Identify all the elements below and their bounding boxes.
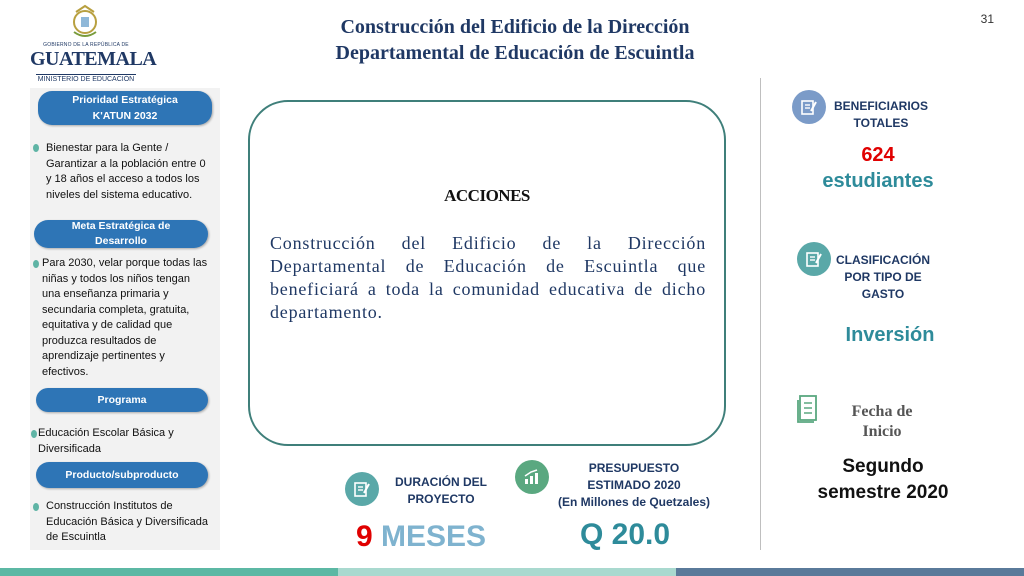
clasificacion-label (828, 252, 938, 303)
duracion-number: 9 (356, 520, 373, 553)
producto-pill (36, 462, 208, 488)
programa-text: Educación Escolar Básica y Diversificada (38, 427, 174, 455)
producto-label: Producto/subproducto (65, 469, 179, 481)
presupuesto-value: Q 20.0 (579, 518, 671, 551)
footer-bar (0, 568, 1024, 576)
meta-label-2: Desarrollo (95, 235, 147, 247)
presupuesto-label-2: ESTIMADO 2020 (587, 478, 681, 492)
logo-country: GUATEMALA (30, 48, 157, 70)
edit-icon (345, 472, 379, 506)
beneficiarios-number: 624 (861, 144, 895, 166)
presupuesto-label-3: (En Millones de Quetzales) (557, 495, 711, 509)
clasificacion-label-3: GASTO (861, 287, 905, 301)
fecha-label (830, 402, 934, 442)
prioridad-text: Bienestar para la Gente / Garantizar a la población entre 0 y 18 años el acceso a todos los niveles del sistema educativo. (46, 142, 206, 201)
duracion-label (385, 474, 497, 508)
slide-number: 31 (980, 12, 994, 26)
acciones-title: ACCIONES (444, 186, 530, 205)
divider (760, 78, 761, 550)
duracion-label-2: PROYECTO (407, 492, 475, 506)
duracion-unit: MESES (381, 520, 487, 553)
logo-gobierno: GOBIERNO DE LA REPÚBLICA DE (43, 42, 129, 48)
prioridad-label-2: K'ATUN 2032 (92, 110, 158, 122)
duracion-label-1: DURACIÓN DEL (395, 475, 487, 489)
clasificacion-value: Inversión (845, 324, 935, 346)
bullet-dot-icon (33, 503, 39, 511)
beneficiarios-value (818, 142, 938, 194)
clasificacion-label-1: CLASIFICACIÓN (836, 253, 930, 267)
beneficiarios-unit: estudiantes (822, 170, 934, 192)
meta-text: Para 2030, velar porque todas las niñas y todos los niños tengan una enseñanza primaria y secundaria completa, gratuita, equitativa y de calidad que produzca resultados de aprendizaje pertinentes y efectivos. (42, 257, 208, 378)
meta-label-1: Meta Estratégica de (71, 220, 171, 232)
programa-label: Programa (97, 394, 147, 406)
fecha-label-2: Inicio (862, 423, 902, 440)
fecha-value-2: semestre 2020 (817, 482, 949, 503)
prioridad-label-1: Prioridad Estratégica (72, 94, 178, 106)
logo-ministry: MINISTERIO DE EDUCACIÓN (37, 76, 135, 83)
prioridad-pill (38, 91, 212, 125)
page-title (270, 14, 760, 66)
logo (30, 4, 157, 84)
presupuesto-label (544, 460, 724, 511)
edit-icon (797, 242, 831, 276)
producto-text: Construcción Institutos de Educación Básica y Diversificada de Escuintla (46, 500, 209, 543)
bullet-dot-icon (33, 260, 39, 268)
document-icon (796, 394, 820, 424)
acciones-text: Construcción del Edificio de la Dirección Departamental de Educación de Escuintla que beneficiará a toda la comunidad educativa de dicho departamento. (270, 233, 706, 322)
fecha-value-1: Segundo (842, 456, 924, 477)
title-line-2: Departamental de Educación de Escuintla (335, 42, 695, 64)
beneficiarios-label (826, 98, 936, 132)
clasificacion-label-2: POR TIPO DE (844, 270, 922, 284)
duracion-value (356, 520, 486, 554)
title-line-1: Construcción del Edificio de la Dirección (340, 16, 690, 38)
fecha-label-1: Fecha de (851, 403, 913, 420)
meta-pill (34, 220, 208, 248)
presupuesto-label-1: PRESUPUESTO (588, 461, 680, 475)
crest-icon (70, 4, 100, 40)
beneficiarios-label-1: BENEFICIARIOS (833, 99, 928, 113)
bullet-dot-icon (33, 144, 39, 152)
bullet-dot-icon (31, 430, 37, 438)
fecha-value (808, 454, 958, 506)
programa-pill (36, 388, 208, 412)
edit-icon (792, 90, 826, 124)
beneficiarios-label-2: TOTALES (853, 116, 909, 130)
